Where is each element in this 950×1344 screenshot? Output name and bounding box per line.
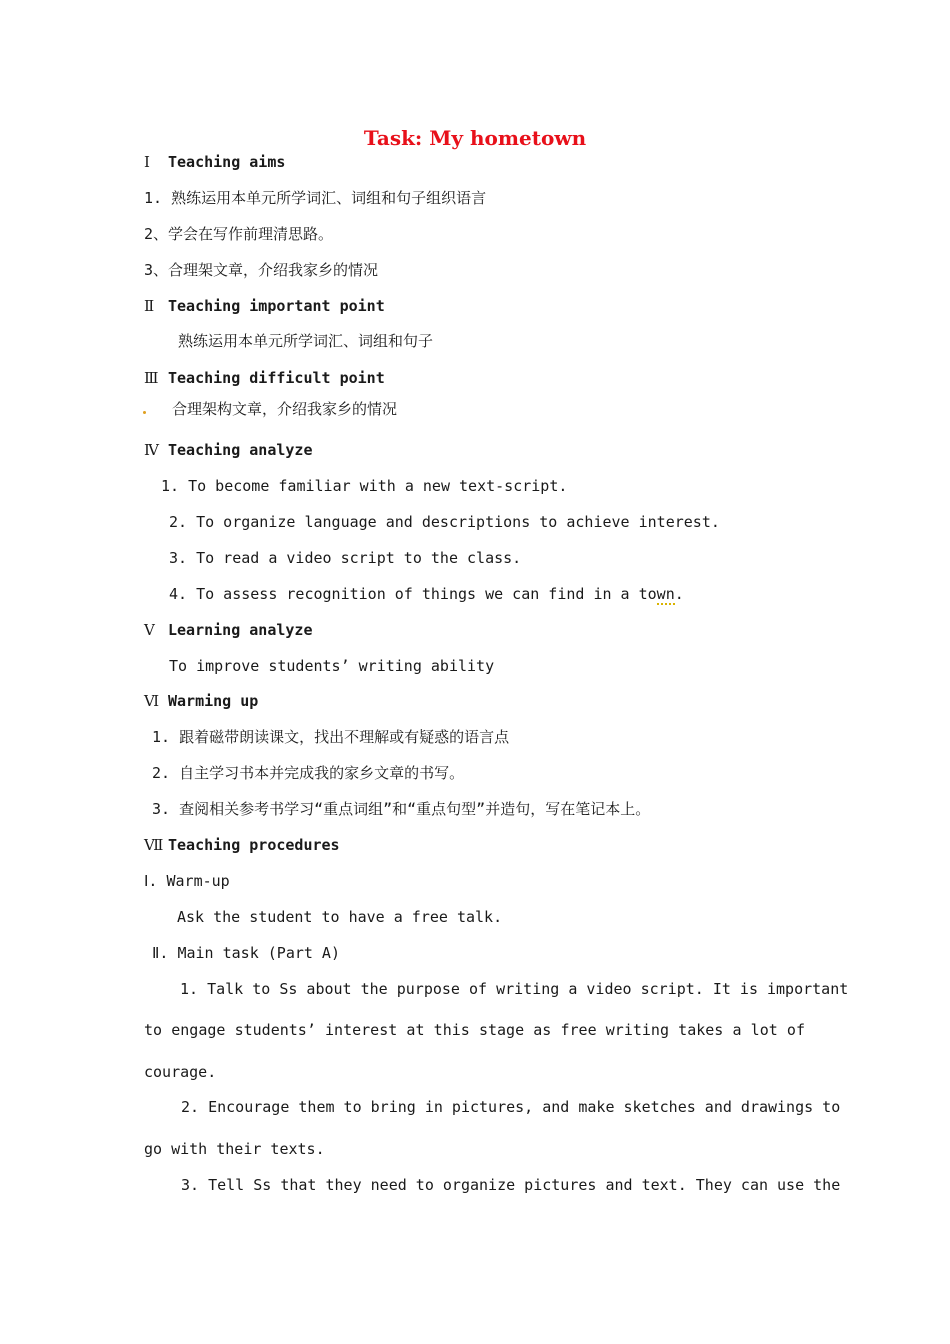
paragraph-line: courage. <box>144 1063 217 1081</box>
paragraph: To improve students’ writing ability <box>169 657 495 675</box>
paragraph-line: to engage students’ interest at this stage as free writing takes a lot of <box>144 1021 805 1039</box>
list-item: 3. 查阅相关参考书学习“重点词组”和“重点句型”并造句，写在笔记本上。 <box>152 800 651 818</box>
subheading: Ⅱ. Main task (Part A) <box>152 944 340 962</box>
paragraph-line: go with their texts. <box>144 1140 325 1158</box>
list-item: 4. To assess recognition of things we can find in a town. <box>169 585 684 603</box>
paragraph-line: 2. Encourage them to bring in pictures, and make sketches and drawings to <box>181 1098 841 1116</box>
section-heading-1: Ⅰ Teaching aims <box>144 153 286 171</box>
section-heading-5: Ⅴ Learning analyze <box>144 621 313 639</box>
section-heading-4: Ⅳ Teaching analyze <box>144 441 313 459</box>
paragraph: 熟练运用本单元所学词汇、词组和句子 <box>178 332 434 350</box>
section-heading-3: Ⅲ Teaching difficult point <box>144 369 385 387</box>
list-item: 3. To read a video script to the class. <box>169 549 522 567</box>
paragraph: 合理架构文章，介绍我家乡的情况 <box>172 400 398 418</box>
spelling-mark: wn <box>656 585 675 603</box>
section-heading-2: Ⅱ Teaching important point <box>144 297 385 315</box>
page-title: Task: My hometown <box>363 126 587 150</box>
list-item: 3、合理架文章，介绍我家乡的情况 <box>144 261 379 279</box>
paragraph-line: 1. Talk to Ss about the purpose of writing a video script. It is important <box>180 980 849 998</box>
paragraph: Ask the student to have a free talk. <box>177 908 503 926</box>
paragraph-line: 3. Tell Ss that they need to organize pictures and text. They can use the <box>181 1176 841 1194</box>
bullet-mark <box>143 411 146 414</box>
section-heading-7: Ⅶ Teaching procedures <box>144 836 340 854</box>
list-item: 1. 熟练运用本单元所学词汇、词组和句子组织语言 <box>144 189 487 207</box>
section-heading-6: Ⅵ Warming up <box>144 692 259 710</box>
subheading: Ⅰ. Warm-up <box>144 872 230 890</box>
list-item: 1. To become familiar with a new text-script. <box>161 477 568 495</box>
list-item: 2. To organize language and descriptions to achieve interest. <box>169 513 720 531</box>
list-item: 2、学会在写作前理清思路。 <box>144 225 334 243</box>
list-item: 2. 自主学习书本并完成我的家乡文章的书写。 <box>152 764 465 782</box>
list-item: 1. 跟着磁带朗读课文，找出不理解或有疑惑的语言点 <box>152 728 510 746</box>
